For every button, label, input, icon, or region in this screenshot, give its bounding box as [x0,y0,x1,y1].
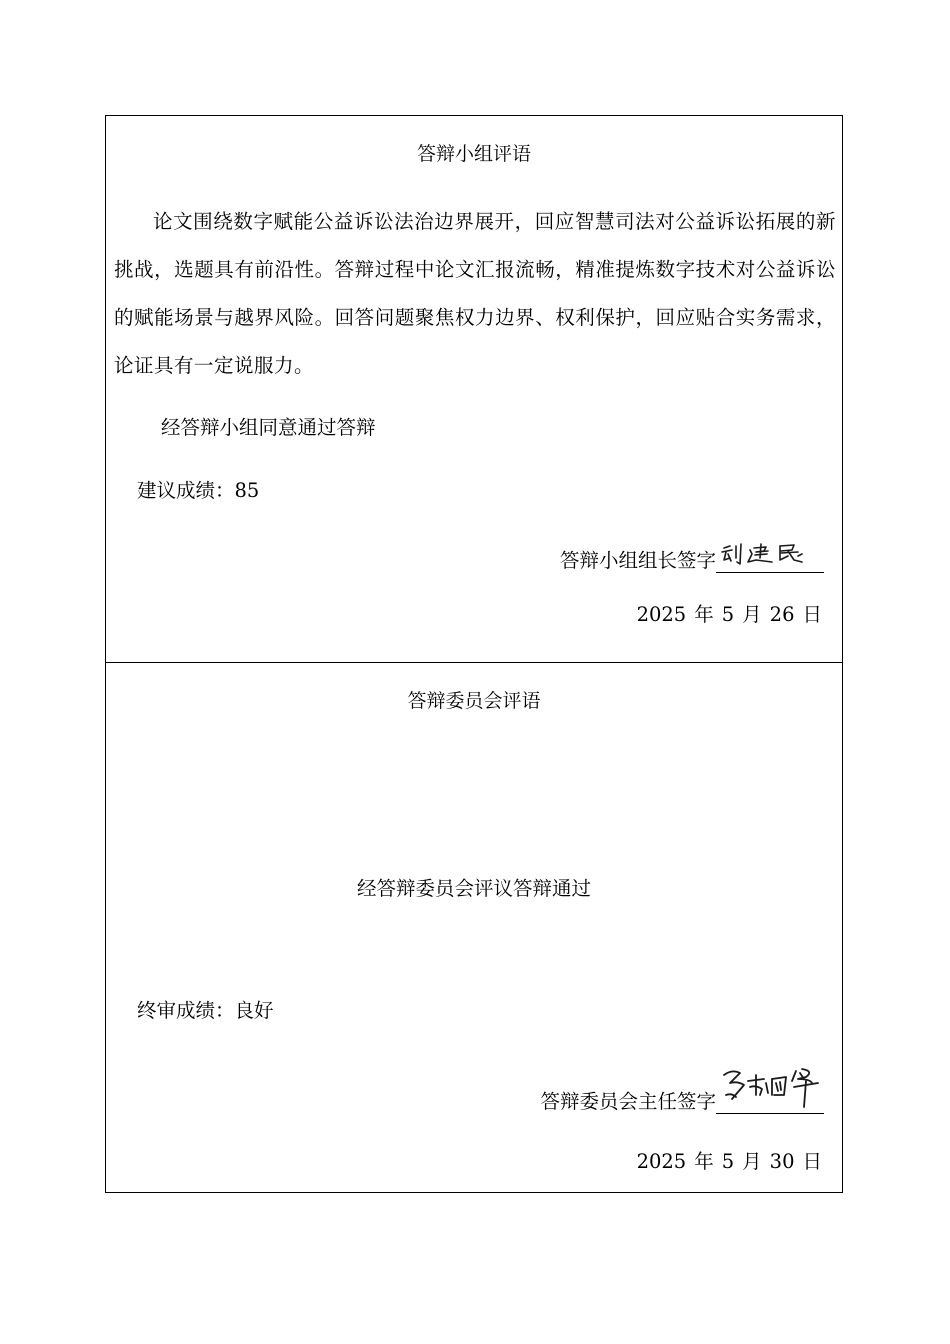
committee-date-year: 2025 [636,1150,687,1173]
handwritten-signature-chair [718,1065,824,1111]
group-suggested-grade [137,479,259,503]
group-grade-value: 85 [234,479,260,502]
committee-final-grade [137,999,274,1023]
committee-date-day: 30 [769,1150,795,1173]
evaluation-form [105,115,843,1193]
group-decision-text: 经答辩小组同意通过答辩 [161,416,376,439]
committee-grade-value: 良好 [234,999,274,1022]
committee-date-year-unit: 年 [694,1150,714,1173]
committee-date-month-unit: 月 [742,1150,762,1173]
group-sign-label: 答辩小组组长签字 [559,549,716,572]
group-section-title: 答辩小组评语 [416,143,531,165]
group-leader-signature [716,548,824,573]
committee-sign-date [637,1150,822,1174]
group-date-year-unit: 年 [694,603,714,626]
committee-chair-signature [716,1089,824,1114]
group-leader-signature-row [560,548,824,573]
committee-section-title: 答辩委员会评语 [407,690,541,712]
group-date-day-unit: 日 [802,603,822,626]
group-comment-text: 论文围绕数字赋能公益诉讼法治边界展开，回应智慧司法对公益诉讼拓展的新挑战，选题具有前沿性。答辩过程中论文汇报流畅，精准提炼数字技术对公益诉讼的赋能场景与越界风险。回答问题聚焦权力边界、权利保护，回应贴合实务需求，论证具有一定说服力。 [114,210,836,377]
committee-decision-text: 经答辩委员会评议答辩通过 [356,877,591,900]
committee-chair-signature-row [540,1089,824,1114]
group-sign-date [637,603,822,627]
group-date-month-unit: 月 [742,603,762,626]
committee-date-day-unit: 日 [802,1150,822,1173]
handwritten-signature-liu-jianmin [718,542,822,572]
committee-sign-label: 答辩委员会主任签字 [540,1090,716,1113]
group-date-month: 5 [721,603,735,626]
group-date-year: 2025 [636,603,687,626]
committee-evaluation-section [106,662,842,1193]
group-evaluation-section [106,116,842,663]
group-grade-label: 建议成绩： [137,479,235,502]
group-date-day: 26 [769,603,795,626]
committee-date-month: 5 [721,1150,735,1173]
committee-grade-label: 终审成绩： [137,999,235,1022]
